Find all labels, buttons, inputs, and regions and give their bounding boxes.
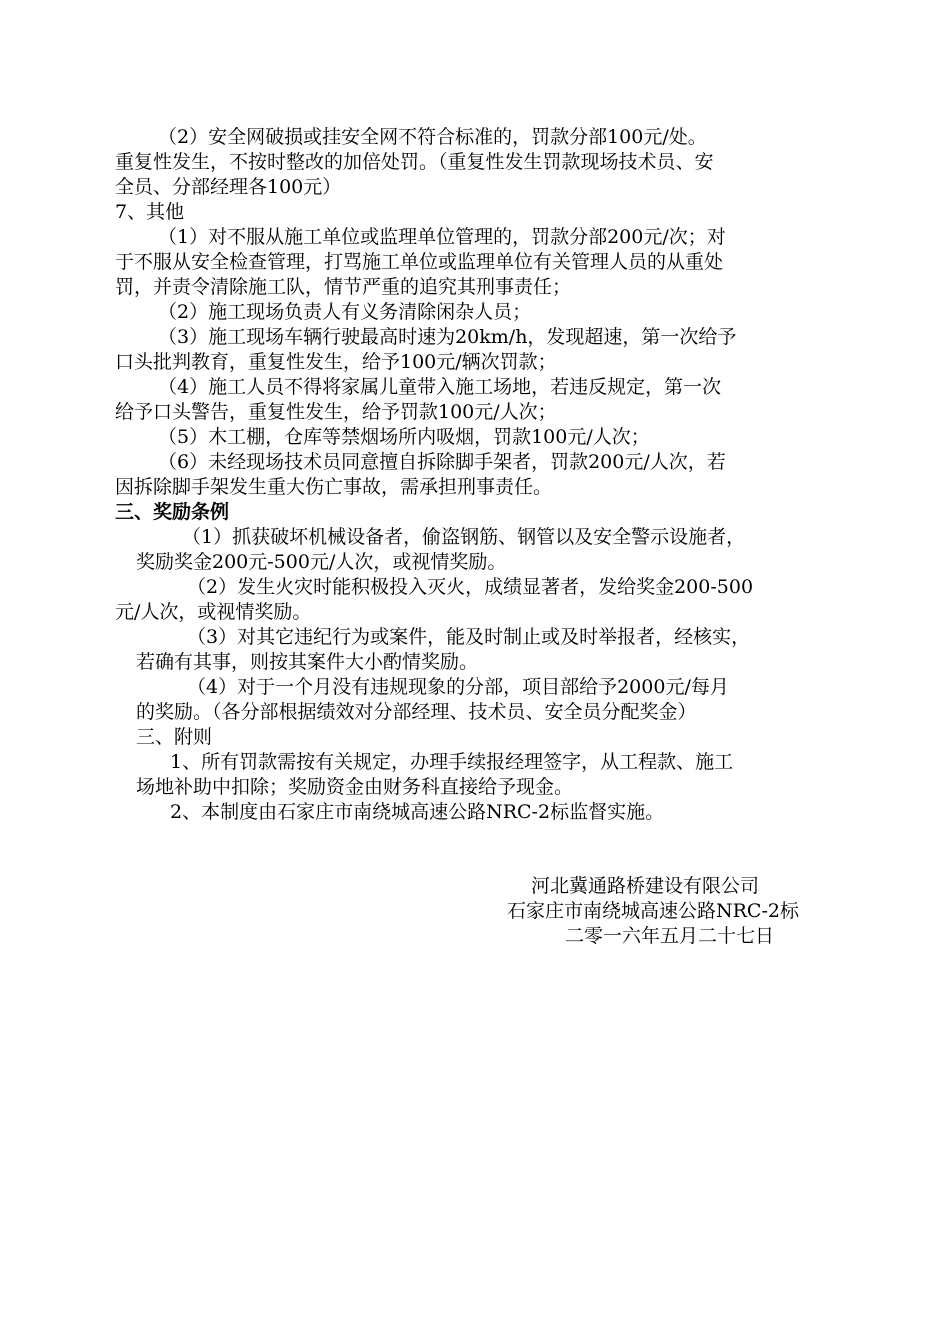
signature-project: 石家庄市南绕城高速公路NRC-2标 <box>507 900 799 922</box>
line-1: （2）安全网破损或挂安全网不符合标准的，罚款分部100元/处。 <box>158 126 707 148</box>
line-6: 于不服从安全检查管理，打骂施工单位或监理单位有关管理人员的从重处 <box>115 251 724 273</box>
line-11: （4）施工人员不得将家属儿童带入施工场地，若违反规定，第一次 <box>158 376 722 398</box>
line-27: 场地补助中扣除；奖励资金由财务科直接给予现金。 <box>136 776 574 798</box>
line-9: （3）施工现场车辆行驶最高时速为20km/h，发现超速，第一次给予 <box>158 326 737 348</box>
line-24: 的奖励。（各分部根据绩效对分部经理、技术员、安全员分配奖金） <box>136 701 697 723</box>
section-7-heading: 7、其他 <box>115 201 185 223</box>
line-18: 奖励奖金200元-500元/人次，或视情奖励。 <box>136 551 507 573</box>
appendix-heading: 三、附则 <box>136 726 213 748</box>
line-10: 口头批判教育，重复性发生，给予100元/辆次罚款； <box>115 351 557 373</box>
line-3: 全员、分部经理各100元） <box>115 176 342 198</box>
line-8: （2）施工现场负责人有义务清除闲杂人员； <box>158 301 532 323</box>
line-20: 元/人次，或视情奖励。 <box>115 601 312 623</box>
line-22: 若确有其事，则按其案件大小酌情奖励。 <box>136 651 479 673</box>
line-15: 因拆除脚手架发生重大伤亡事故，需承担刑事责任。 <box>115 476 553 498</box>
line-26: 1、所有罚款需按有关规定，办理手续报经理签字，从工程款、施工 <box>170 751 734 773</box>
line-12: 给予口头警告，重复性发生，给予罚款100元/人次； <box>115 401 557 423</box>
reward-section-heading: 三、奖励条例 <box>115 501 230 523</box>
line-2: 重复性发生，不按时整改的加倍处罚。（重复性发生罚款现场技术员、安 <box>115 151 714 173</box>
line-14: （6）未经现场技术员同意擅自拆除脚手架者，罚款200元/人次，若 <box>158 451 726 473</box>
signature-company: 河北冀通路桥建设有限公司 <box>531 875 760 897</box>
line-19: （2）发生火灾时能积极投入灭火，成绩显著者，发给奖金200-500 <box>187 576 754 598</box>
line-23: （4）对于一个月没有违规现象的分部，项目部给予2000元/每月 <box>187 676 729 698</box>
line-21: （3）对其它违纪行为或案件，能及时制止或及时举报者，经核实， <box>187 626 751 648</box>
signature-date: 二零一六年五月二十七日 <box>565 925 775 947</box>
line-28: 2、本制度由石家庄市南绕城高速公路NRC-2标监督实施。 <box>170 801 665 823</box>
line-13: （5）木工棚，仓库等禁烟场所内吸烟，罚款100元/人次； <box>158 426 650 448</box>
line-17: （1）抓获破坏机械设备者，偷盗钢筋、钢管以及安全警示设施者， <box>182 526 746 548</box>
line-5: （1）对不服从施工单位或监理单位管理的，罚款分部200元/次；对 <box>158 226 726 248</box>
line-7: 罚，并责令清除施工队，情节严重的追究其刑事责任； <box>115 276 572 298</box>
